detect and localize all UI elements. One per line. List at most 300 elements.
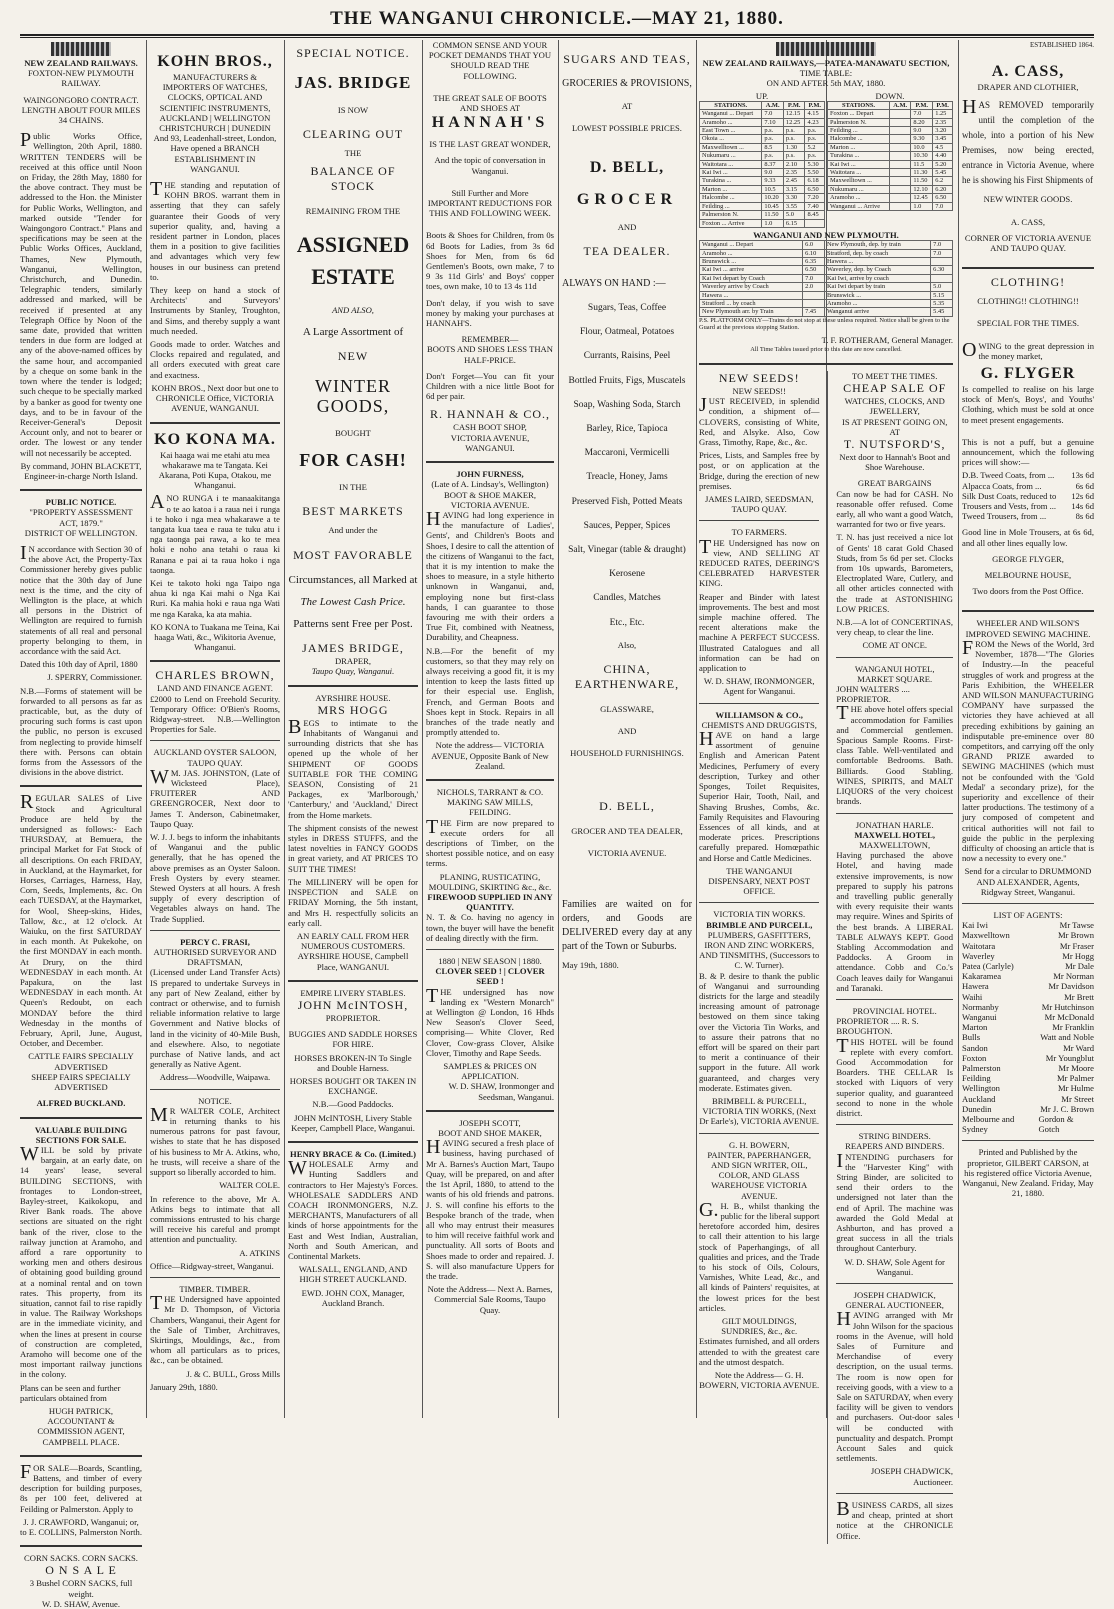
agent-town: Bulls: [962, 1032, 981, 1043]
timetable-cell: Wanganui ... Depart: [700, 241, 803, 249]
walters: JOHN WALTERS .... PROPRIETOR.: [836, 684, 910, 705]
atkins-address: Office—Ridgway-street, Wanganui.: [150, 1260, 274, 1271]
cash-boot-shop: CASH BOOT SHOP,: [453, 422, 527, 433]
victoria-avenue: VICTORIA AVENUE, WANGANUI.: [450, 432, 530, 453]
timetable-cell: 6.35: [803, 257, 825, 265]
grocer-label: GROCER: [576, 190, 678, 208]
timetable-cell: [931, 257, 953, 265]
down-row: [828, 135, 953, 143]
agent-town: Waihi: [962, 991, 983, 1002]
buckland-signature: ALFRED BUCKLAND.: [36, 1098, 126, 1109]
agent-name: Mr Hutchinson: [1041, 1001, 1094, 1012]
patterns-free: Patterns sent Free per Post.: [293, 618, 413, 631]
timetable-cell: 11.50: [762, 211, 784, 219]
timetable-cell: [890, 185, 911, 193]
business-cards: BUSINESS CARDS, all sizes and cheap, printed at short notice at the CHRONICLE Office.: [836, 1497, 953, 1541]
agent-row: [962, 1012, 1094, 1022]
timetable-cell: p.s.: [783, 135, 805, 143]
agent-town: Kakaramea: [962, 971, 1002, 982]
down-label: DOWN.: [875, 90, 905, 101]
mcintosh-signature: JOHN McINTOSH, Livery Stable Keeper, Campbell Place, Wanganui.: [291, 1112, 415, 1133]
timetable-cell: 10.30: [911, 152, 933, 160]
timetable-cell: 4.23: [805, 118, 825, 126]
brimble-body: B. & P. desire to thank the public of Wanganui and surrounding districts for the large and steadily increasing amount of patronage bestowed on them since taking over the Victoria Tin Works, and to assure their patrons that no effort will be spared on their part to merit a continuance of their support in the future. All work guaranteed, and charges very moderate. Estimates given.: [699, 970, 820, 1093]
remember: REMEMBER—: [461, 334, 519, 345]
livery-title: EMPIRE LIVERY STABLES.: [300, 987, 406, 998]
ayrshire-signature: AYRSHIRE HOUSE, Campbell Place, WANGANUI.: [297, 951, 409, 972]
furness-title: JOHN FURNESS,: [456, 469, 524, 480]
train-illustration: [51, 42, 111, 56]
timetable-cell: 2.45: [783, 177, 805, 185]
timetable-cell: [890, 194, 911, 202]
timetable-cell: Marton ...: [700, 185, 762, 193]
wnp-row: [700, 299, 953, 307]
timetable-cell: [890, 160, 911, 168]
kohn-subtitle: MANUFACTURERS & IMPORTERS OF WATCHES, CLOCKS, OPTICAL AND SCIENTIFIC INSTRUMENTS,: [159, 72, 271, 113]
johnston-body-2: W. J. J. begs to inform the inhabitants of Wanganui and the public generally, that he has opened the above premises as an Oyster Saloon. Fresh Oysters by every steamer. Stewed Oysters at all hours. A fresh supply of every description of Vegetables always on hand. The Trade Supplied.: [150, 832, 280, 924]
rail-note: P.S. PLATFORM ONLY—Trains do not stop at these unless required. Notice shall be given to the Guard at the previous stopping Station.: [699, 316, 950, 332]
two-doors: Two doors from the Post Office.: [972, 586, 1084, 597]
sales-body: REGULAR SALES of Live Stock and Agricultural Produce are held by the undersigned as follows:- Each THURSDAY, at Bemuera, the principal Market for Fat Stock of all descriptions. On each FRIDAY, in Auckland, at the Haymarket, for Horses, Carriages, Harness, Hay, Corn, Seeds, Implements, &c. On each TUESDAY, at the Haymarket, for Wool, Sheep-skins, Hides, Tallow, &c., at 12 o'clock. At Waiuku, on the first SATURDAY in each month. At Pukekohe, on the first MONDAY in each month. At Drury, on the third WEDNESDAY in each month. At Papakura, on the last WEDNESDAY in each month. At Queen's Redoubt, on each MONDAY before the third Wednesday in the months of February, April, June, August, October, and December.: [20, 791, 142, 1049]
mole-trousers: Good line in Mole Trousers, at 6s 6d, and all other lines equally low.: [962, 527, 1094, 548]
timetable-cell: 10.20: [762, 194, 784, 202]
shaw-signature: W. D. SHAW, Avenue.: [41, 1598, 120, 1609]
column-8: [962, 40, 1094, 1418]
agent-town: Maxwelltown: [962, 930, 1010, 941]
timetable-cell: Okoia ...: [700, 135, 762, 143]
notice-signature: J. SPERRY, Commissioner.: [47, 672, 142, 683]
flyger-body: OWING to the great depression in the money market,: [962, 338, 1094, 361]
timetable-cell: Brunswick ...: [824, 291, 930, 299]
balance-of-stock: BALANCE OF STOCK: [310, 164, 396, 194]
down-row: [828, 177, 953, 185]
hogg-body: BEGS to intimate to the Inhabitants of Wanganui and surrounding districts that she has opened up the whole of her SHIPMENT OF GOODS SUITABLE FOR THE COMING SEASON, Consisting of 21 Packages, ex 'Marlborough,' 'Canterbury,' and 'Auckland,' Direct from the Home markets.: [288, 715, 418, 820]
grocery-item: Candles, Matches: [593, 593, 661, 604]
wnp-title: WANGANUI AND NEW PLYMOUTH.: [753, 229, 899, 240]
column-rule: [146, 40, 147, 1418]
hogg-name: MRS HOGG: [317, 702, 389, 717]
timetable-cell: 9.0: [762, 169, 784, 177]
timetable-header: P.M.: [805, 101, 825, 109]
bargains-body: Can now be had for CASH. No reasonable offer refused. Come early, all who want a good Watch, warranted for two or five years.: [836, 488, 953, 530]
timetable-cell: p.s.: [762, 152, 784, 160]
and-label: AND: [617, 221, 637, 232]
cass-body: HAS REMOVED temporarily until the completion of the whole, into a portion of his New Premises, now being erected, entrance in Victoria Avenue, where he is showing his First Shipments of: [962, 96, 1094, 186]
wnp-row: [700, 257, 953, 265]
nutsford-body: T. N. has just received a nice lot of Gents' 18 carat Gold Chased Studs, from 5s 6d per set. Clocks from 10s upwards, Barometers, Electroplated Ware, Cutlery, and all other articles connected with the trade at ASTONISHING LOW PRICES.: [836, 532, 953, 614]
agent-name: Mr Ward: [1063, 1042, 1094, 1053]
timetable-cell: 7.45: [803, 308, 825, 316]
shaw-signature: W. D. SHAW, Ironmonger and Seedsman, Wanganui.: [448, 1081, 554, 1102]
brimble-signature: BRIMBELL & PURCELL, VICTORIA TIN WORKS, (Next Dr Earle's), VICTORIA AVENUE.: [699, 1095, 820, 1127]
agent-town: Foxton: [962, 1052, 987, 1063]
brace-title: HENRY BRACE & Co. (Limited.): [290, 1148, 416, 1159]
agent-name: Mr Hogg: [1062, 950, 1094, 961]
timetable-cell: Stratford ... by coach: [700, 299, 803, 307]
timetable-cell: p.s.: [805, 152, 825, 160]
grocery-item: Treacle, Honey, Jams: [586, 472, 668, 483]
seeds-body: JUST RECEIVED, in splendid condition, a shipment of— CLOVERS, consisting of White, Red, and Alsyke. Also, Cow Grass, Timothy, Rape, &c., &c.: [699, 394, 820, 447]
nichols-body: THE Firm are now prepared to execute orders for all descriptions of Timber, on the shortest possible notice, and on easy terms.: [426, 815, 554, 869]
crawford-signature: J. J. CRAWFORD, Wanganui; or, to E. COLLINS, Palmerston North.: [20, 1516, 142, 1538]
rail-title: NEW ZEALAND RAILWAYS,—PATEA-MANAWATU SECTION,: [702, 58, 950, 68]
timetable-cell: 10.0: [911, 143, 933, 151]
timetable-cell: [890, 202, 911, 210]
kokona-body-3: Kei te takoto hoki nga Taipo nga ahua ki nga Kai mahi o Nga Kai Ruri. Ka mahia hoki e raua nga Wati me nga Karaka, ka ata mahia.: [150, 577, 280, 619]
timetable-cell: 6.2: [933, 177, 953, 185]
furness-body: HAVING had long experience in the manufacture of Ladies', Gents', and Children's Boots and Shoes, I desire to call the attention of the citizens of Wanganui to the fact, that it is my intention to make the shoes to measure, in a style hitherto unknown in Wanganui, and, employing none but first-class hands, I can guarantee to those favouring me with their orders a True Fit, combined with Neatness, Durability, and Cheapness.: [426, 507, 554, 643]
timetable-cell: 1.0: [911, 202, 933, 210]
timetable-cell: [803, 291, 825, 299]
timetable-cell: Turakina ...: [700, 177, 762, 185]
column-6-left: [699, 371, 819, 1544]
timetable-cell: 3.55: [783, 202, 805, 210]
large-assortment: A Large Assortment of: [302, 325, 404, 338]
agent-name: Mr Palmer: [1057, 1073, 1094, 1084]
is-now: IS NOW: [337, 105, 369, 115]
next-door: Next door to Hannah's Boot and Shoe Warehouse.: [839, 452, 951, 473]
cass-subtitle: DRAPER AND CLOTHIER,: [977, 82, 1079, 93]
timetable-cell: Kai Iwi ...: [828, 160, 890, 168]
timetable-header: STATIONS.: [700, 101, 762, 109]
timetable-cell: 12.15: [783, 110, 805, 118]
column-2: [150, 40, 280, 1418]
seeds-title: NEW SEEDS!: [718, 370, 800, 385]
timetable-cell: Foxton ... Depart: [828, 110, 890, 118]
timetable-cell: Waverley arrive by Coach: [700, 283, 803, 291]
timetable-cell: 7.20: [805, 194, 825, 202]
horses-broken: HORSES BROKEN-IN To Single and Double Harness.: [294, 1052, 412, 1073]
contract-signature: By command, JOHN BLACKETT, Engineer-in-charge North Island.: [20, 460, 142, 481]
corn-title: CORN SACKS. CORN SACKS.: [24, 1553, 138, 1564]
timetable-header: P.M.: [933, 101, 953, 109]
timetable-cell: Aramoho ...: [700, 249, 803, 257]
train-illustration: [776, 42, 876, 56]
bull-body: THE Undersigned have appointed Mr D. Thompson, of Victoria Chambers, Wanganui, their Agent for the Sale of Timber, Architraves, Skirtings, Mouldings, &c., from whom all particulars as to prices, &c., can be obtained.: [150, 1292, 280, 1366]
price-value: 6s 6d: [1075, 480, 1094, 491]
agent-row: [962, 1114, 1094, 1134]
the-label: THE: [344, 148, 362, 159]
flyger-name: G. FLYGER: [980, 365, 1076, 383]
watches-clocks: WATCHES, CLOCKS, AND JEWELLERY,: [844, 396, 945, 417]
lowest-prices: LOWEST POSSIBLE PRICES.: [572, 123, 682, 134]
bowern-address: Note the Address— G. H. BOWERN, VICTORIA AVENUE.: [699, 1370, 820, 1391]
timetable-cell: 12.10: [911, 185, 933, 193]
circular: Send for a circular to DRUMMOND AND ALEXANDER, Agents, Ridgway Street, Wanganui.: [964, 866, 1092, 897]
sheep-fairs: SHEEP FAIRS SPECIALLY ADVERTISED: [31, 1071, 131, 1093]
timetable-cell: 5.0: [783, 211, 805, 219]
up-row: [700, 118, 825, 126]
victoria-tin-works: VICTORIA TIN WORKS.: [713, 909, 806, 920]
agent-row: [962, 1032, 1094, 1042]
rail-signature: T. F. ROTHERAM, General Manager.: [821, 334, 953, 345]
nichols-subtitle: MAKING SAW MILLS, FEILDING.: [447, 797, 533, 818]
timetable-cell: Palmerston N.: [828, 118, 890, 126]
agent-town: Hawera: [962, 981, 989, 992]
up-row: [700, 160, 825, 168]
furness-subtitle: (Late of A. Lindsay's, Wellington) BOOT & SHOE MAKER, VICTORIA AVENUE.: [431, 479, 549, 510]
scott-title: JOSEPH SCOTT,: [459, 1117, 521, 1128]
price-value: 14s 6d: [1071, 501, 1094, 512]
timetable-cell: Kai Iwi ...: [700, 169, 762, 177]
valuable-plans: Plans can be seen and further particulars obtained from: [20, 1382, 121, 1403]
timetable-cell: 6.20: [933, 185, 953, 193]
railways-title: NEW ZEALAND RAILWAYS.: [24, 58, 138, 68]
wnp-row: [700, 266, 953, 274]
agent-row: [962, 951, 1094, 961]
timetable-cell: Turakina ...: [828, 152, 890, 160]
kohn-body-2: They keep on hand a stock of Architects' and Surveyors' Instruments by Stanley, Troughton, and Sims, and thereby supply a want much needed.: [150, 285, 280, 336]
up-row: [700, 185, 825, 193]
cass-corner: CORNER OF VICTORIA AVENUE AND TAUPO QUAY.: [964, 232, 1092, 254]
early-call: AN EARLY CALL FROM HER NUMEROUS CUSTOMERS.: [296, 930, 410, 952]
timetable-cell: 7.0: [931, 249, 953, 257]
agent-name: Mr Davidson: [1048, 981, 1094, 992]
planing: PLANING, RUSTICATING, MOULDING, SKIRTING &c., &c.: [428, 871, 552, 892]
timetable-cell: p.s.: [783, 127, 805, 135]
timetable-cell: Maxwelltown ...: [700, 143, 762, 151]
agent-town: Waverley: [962, 950, 995, 961]
timetable-cell: 4.5: [933, 143, 953, 151]
topic: And the topic of conversation in Wanganui.: [434, 155, 546, 176]
timetable-cell: Wanganui arrive: [824, 308, 930, 316]
livery-body: BUGGIES AND SADDLE HORSES FOR HIRE.: [288, 1029, 418, 1050]
timetable-header: A.M.: [762, 101, 784, 109]
binders-body: INTENDING purchasers for the "Harvester King" with String Binder, are solicited to send their orders to the undersigned not later than the end of April. The machine was awarded the Gold Medal at Ashburton, and has proved a great success in all the trials throughout Canterbury.: [836, 1149, 953, 1254]
brimble-subtitle: PLUMBERS, GASFITTERS, IRON AND ZINC WORKERS, AND TINSMITHS, (Successors to C. W. Turner).: [699, 929, 820, 971]
for-cash: FOR CASH!: [299, 450, 407, 471]
agent-list: [962, 920, 1094, 1134]
present-going-on: IS AT PRESENT GOING ON, AT: [841, 416, 948, 437]
column-5: [562, 40, 692, 1418]
timetable-cell: 6.15: [783, 219, 805, 227]
agent-town: Wellington: [962, 1083, 1000, 1094]
down-row: [828, 118, 953, 126]
column-rule: [284, 40, 285, 1418]
frasi-address: Address—Woodville, Waipawa.: [159, 1072, 271, 1083]
up-row: [700, 177, 825, 185]
timetable-cell: 1.25: [933, 110, 953, 118]
remaining-from: REMAINING FROM THE: [305, 206, 401, 217]
price-item: Trousers and Vests, from ...: [962, 501, 1057, 512]
furness-address: Note the address— VICTORIA AVENUE, Opposite Bank of New Zealand.: [431, 740, 549, 771]
timetable-cell: 6.0: [803, 241, 825, 249]
cass-name: A. CASS,: [991, 63, 1065, 81]
sugars-teas: SUGARS AND TEAS,: [563, 52, 691, 66]
mcintosh-name: JOHN McINTOSH,: [297, 997, 409, 1012]
imprint: Printed and Published by the proprietor, GILBERT CARSON, at his registered office Victoria Avenue, Wanganui, New Zealand. Friday, May 21, 1880.: [962, 1147, 1094, 1199]
scott-address: Note the Address— Next A. Barnes, Commercial Sale Rooms, Taupo Quay.: [427, 1284, 553, 1315]
kokona-body-2: ANO RUNGA i te manaakitanga o te ao katoa i a raua nei i runga i te hoko i nga mea whakarawe a te tangata kua taea e raua te tuku atu i nga taonga pai rawa, a ko te mea hoki e noho ana tetahi o raua ki Ranana e pai ai ta raua hoko i nga taonga.: [150, 491, 280, 575]
hannahs: HANNAH'S: [431, 114, 549, 132]
up-table: [699, 101, 825, 228]
agent-row: [962, 930, 1094, 940]
timetable-cell: 10.5: [762, 185, 784, 193]
timetable-cell: [890, 152, 911, 160]
timetable-cell: 6.30: [931, 266, 953, 274]
grocery-item: Flour, Oatmeal, Potatoes: [579, 327, 675, 338]
nichols-title: NICHOLS, TARRANT & CO.: [436, 786, 544, 797]
clothing: CLOTHING!: [990, 275, 1066, 290]
proprietor-label: PROPRIETOR.: [325, 1012, 381, 1023]
price-row: [962, 481, 1094, 491]
timetable-cell: Waverley, dep. by Coach: [824, 266, 930, 274]
notice-nb: N.B.—Forms of statement will be forwarded to all persons as far as practicable, but, as the duty of procuring such forms is cast upon the public, no person is excused from neglecting to provide himself there with. Persons can obtain forms from the Assessors of the divisions in the above district.: [20, 685, 142, 778]
chadwick-signature: JOSEPH CHADWICK, Auctioneer.: [870, 1466, 953, 1487]
timetable-cell: [890, 177, 911, 185]
brown-title: CHARLES BROWN,: [155, 668, 275, 683]
agent-town: Dunedin: [962, 1103, 992, 1114]
timetable-cell: Waitotara ...: [828, 169, 890, 177]
timetable-cell: Kai Iwi depart by train: [824, 283, 930, 291]
timetable-cell: 4.40: [933, 152, 953, 160]
timetable-cell: Aramoho ...: [700, 118, 762, 126]
timetable-cell: 7.10: [762, 118, 784, 126]
column-rule: [958, 40, 959, 1418]
wnp-row: [700, 283, 953, 291]
notice-district: DISTRICT OF WELLINGTON.: [24, 527, 138, 538]
lowest-cash-price: The Lowest Cash Price.: [300, 595, 406, 608]
furness-nb: N.B.—For the benefit of my customers, so that they may rely on always receiving a good fit, it is my intention to keep the lasts fitted up for their especial use. English, French, and German Boots and Shoes kept in Stock. Repairs in all branches of the trade neatly and promptly attended to.: [426, 645, 554, 738]
come-at-once: COME AT ONCE.: [862, 640, 927, 651]
timetable-cell: [890, 118, 911, 126]
grocer-tea-dealer: GROCER AND TEA DEALER,: [571, 825, 683, 836]
agent-name: Mr Franklin: [1052, 1022, 1094, 1033]
timetable-cell: p.s.: [805, 127, 825, 135]
kokona-signature: KO KONA to Tuakana me Teina, Kai haaga Wati, &c., Wikitoria Avenue, Whanganui.: [150, 621, 280, 653]
timetable-cell: 1.0: [762, 219, 784, 227]
agent-town: Auckland: [962, 1093, 996, 1104]
agent-town: Palmerston: [962, 1063, 1001, 1074]
timetable-cell: 2.10: [783, 160, 805, 168]
valuable-body: WILL be sold by private bargain, at an early date, on 14 years' lease, several BUILDING SECTIONS, with frontages to London-street, Bayley-street, Kaikokopu, and River Bank roads. The above sections are situated on the right bank of the river, close to the railway junction at Aramoho, and afford a rare opportunity to working men and others desirous of obtaining good building ground at a nominal rental and on town rates. This property, from its situation, cannot fail to rise rapidly in value. The Railway Workshops are in the immediate vicinity, and when the lines at present in course of construction are completed, Aramoho will become one of the most important railway junctions in the colony.: [20, 1142, 142, 1380]
timetable-cell: Stratford, dep. by coach: [824, 249, 930, 257]
provincial-title: PROVINCIAL HOTEL.: [852, 1005, 937, 1016]
wnp-row: [700, 308, 953, 316]
price-item: Alpacca Coats, from ...: [962, 480, 1042, 491]
contract-length: LENGTH ABOUT FOUR MILES 34 CHAINS.: [21, 104, 141, 126]
timetable-cell: [890, 110, 911, 118]
timetable-cell: New Plymouth, dep. by train: [824, 241, 930, 249]
contract-title: WAINGONGORO CONTRACT.: [23, 94, 139, 105]
grocery-item: Maccaroni, Vermicelli: [584, 448, 670, 459]
special-times: SPECIAL FOR THE TIMES.: [976, 318, 1080, 329]
bridge-signature: JAMES BRIDGE,: [302, 641, 404, 656]
timetable-cell: 6.50: [805, 185, 825, 193]
timetable-cell: [890, 169, 911, 177]
timetable-cell: [890, 143, 911, 151]
grocery-item: Bottled Fruits, Figs, Muscatels: [568, 375, 686, 386]
timber-title: TIMBER. TIMBER.: [179, 1283, 251, 1294]
grocery-item: Currants, Raisins, Peel: [583, 351, 671, 362]
hotel-title: WANGANUI HOTEL,: [854, 663, 935, 674]
seeds-subtitle: NEW SEEDS!!: [732, 385, 786, 396]
price-item: Tweed Trousers, from ...: [962, 511, 1047, 522]
timetable-cell: 3.30: [783, 194, 805, 202]
chadwick-title: JOSEPH CHADWICK, GENERAL AUCTIONEER,: [845, 1290, 944, 1311]
column-1: [20, 40, 142, 1609]
grocery-item: Preserved Fish, Potted Meats: [571, 496, 683, 507]
up-row: [700, 135, 825, 143]
agent-name: Mr Norman: [1053, 971, 1094, 982]
chadwick-body: HAVING arranged with Mr John Wilson for the spacious rooms in the Avenue, will hold Sales of Furniture and Merchandise of every description, on the usual terms. The room is now open for receiving goods, with a view to a Sale on SATURDAY, when every facility will be given to vendors and purchasers. Out-door sales will be conducted with punctuality and despatch. Prompt Account Sales and quick settlements.: [836, 1308, 953, 1464]
cass-signature: A. CASS,: [1010, 216, 1046, 227]
nutsford-name: T. NUTSFORD'S,: [843, 437, 946, 451]
ayrshire-title: AYRSHIRE HOUSE.: [315, 692, 391, 703]
up-row: [700, 211, 825, 219]
and-under: And under the: [328, 525, 378, 536]
timetable-cell: Nukumaru ...: [828, 185, 890, 193]
agent-town: Patea (Carlyle): [962, 960, 1014, 971]
grocery-list: [562, 303, 692, 628]
timetable-cell: 5.45: [933, 169, 953, 177]
shaw-ironmonger: W. D. SHAW, IRONMONGER, Agent for Wanganui.: [703, 676, 815, 697]
bull-signature: J. & C. BULL, Gross Mills: [186, 1368, 280, 1379]
timetable-cell: 3.15: [783, 185, 805, 193]
laird-signature: JAMES LAIRD, SEEDSMAN, TAUPO QUAY.: [705, 494, 814, 515]
atkins-signature: A. ATKINS: [239, 1247, 280, 1258]
grocery-item: Barley, Rice, Tapioca: [586, 424, 668, 435]
bell-date: May 19th, 1880.: [562, 960, 619, 971]
agent-name: Gordon & Gotch: [1038, 1114, 1074, 1135]
hogg-body-2: The shipment consists of the newest styles in DRESS STUFFS, and the latest novelties in FANCY GOODS in great variety, and AT PRICES TO SUIT THE TIMES!: [288, 822, 418, 874]
hogg-body-3: The MILLINERY will be open for INSPECTION and SALE on FRIDAY Morning, the 5th instant, and Mrs H. respectfully solicits an early call.: [288, 876, 418, 928]
agent-row: [962, 1104, 1094, 1114]
brown-body: £2000 to Lend on Freehold Security. Temporary Office: O'Bien's Rooms, Ridgway-street. N.B.—Wellington Properties for Sale.: [150, 693, 280, 735]
horses-bought: HORSES BOUGHT OR TAKEN IN EXCHANGE.: [289, 1075, 417, 1097]
column-4: [426, 40, 554, 1418]
and-also: AND ALSO,: [332, 304, 374, 315]
agent-name: Mr J. C. Brown: [1040, 1103, 1094, 1114]
taupo-quay: Taupo Quay, Wanganui.: [311, 666, 395, 677]
timetable-cell: Waitotara ...: [700, 160, 762, 168]
timetable-cell: 5.2: [805, 143, 825, 151]
bell-name-2: D. BELL,: [599, 798, 655, 813]
firewood-body: N. T. & Co. having no agency in town, the buyer will have the benefit of dealing directly with the firm.: [426, 912, 554, 943]
timetable-header: STATIONS.: [828, 101, 890, 109]
notice-body: IN accordance with Section 30 of the above Act, the Property-Tax Commissioner hereby gives public notice that the 30th day of June next is the time, and the city of Wellington is the place, at which all persons in the District of Wellington are required to furnish statements of all real and personal property belonging to them, in accordance with the said Act.: [20, 541, 142, 656]
timetable-cell: [803, 299, 825, 307]
timetable-cell: 5.15: [931, 291, 953, 299]
wnp-row: [700, 241, 953, 249]
agent-row: [962, 941, 1094, 951]
column-6: [699, 40, 953, 1541]
column-rule-inner: [827, 371, 828, 1544]
gilt-mouldings: GILT MOULDINGS, SUNDRIES, &c., &c.: [721, 1316, 798, 1337]
winter-goods: WINTER GOODS,: [315, 376, 391, 417]
not-puff: This is not a puff, but a genuine announcement, which the following prices will show:—: [962, 436, 1094, 468]
timetable-header: P.M.: [911, 101, 933, 109]
down-row: [828, 110, 953, 118]
grocery-item: Kerosene: [609, 569, 645, 580]
provincial-body: THIS HOTEL will be found replete with every comfort. Good Accommodation for Boarders. THE CELLAR Is stocked with Liquors of very superior quality, and guaranteed second to none in the whole district.: [836, 1034, 953, 1118]
notice-title: PUBLIC NOTICE.: [45, 497, 117, 508]
timetable-cell: 8.20: [911, 118, 933, 126]
price-row: [962, 491, 1094, 501]
masthead-rule: [20, 34, 1094, 36]
last-wonder: IS THE LAST GREAT WONDER,: [429, 139, 551, 150]
price-row: [962, 501, 1094, 511]
timetable-cell: 5.0: [931, 283, 953, 291]
in-the: IN THE: [339, 482, 367, 493]
brace-address: WALSALL, ENGLAND, AND HIGH STREET AUCKLAND.: [298, 1264, 408, 1285]
price-value: 12s 6d: [1071, 490, 1094, 501]
cole-body: MR WALTER COLE, Architect in returning thanks to his numerous patrons for past favour, wishes to state that he has disposed of his business to Mr A. Atkins, who, he trusts, will receive a share of the support so liberally accorded to him.: [150, 1103, 280, 1178]
agent-town: Marton: [962, 1022, 988, 1033]
timetable-cell: Kai Iwi, arrive by coach: [824, 274, 930, 282]
up-row: [700, 219, 825, 227]
wnp-row: [700, 249, 953, 257]
